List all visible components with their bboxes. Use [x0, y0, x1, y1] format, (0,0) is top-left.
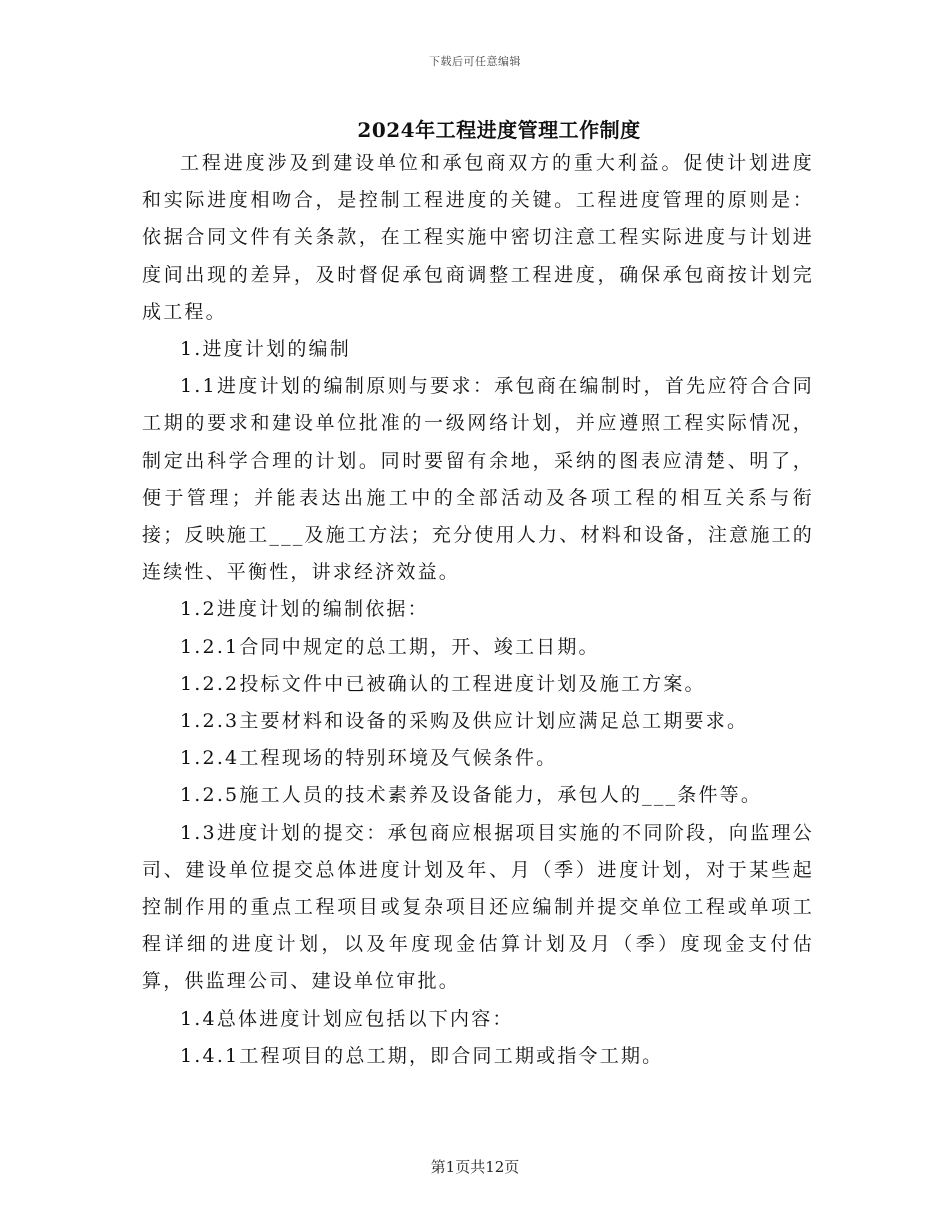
paragraph-1-1: 1.1进度计划的编制原则与要求：承包商在编制时，首先应符合合同工期的要求和建设单位批准的一级网络计划，并应遵照工程实际情况，制定出科学合理的计划。同时要留有余地，采纳的图表应清楚、明了，便于管理；并能表达出施工中的全部活动及各项工程的相互关系与衔接；反映施工___及施工方法；充分使用人力、材料和设备，注意施工的连续性、平衡性，讲求经济效益。: [142, 375, 814, 584]
heading-1: 1.进度计划的编制: [180, 338, 351, 361]
heading-1-4: 1.4总体进度计划应包括以下内容：: [180, 1007, 514, 1030]
page-header-note: 下载后可任意编辑: [429, 55, 521, 68]
paragraph-1-2-4: 1.2.4工程现场的特别环境及气候条件。: [180, 747, 558, 770]
paragraph-1-3: 1.3进度计划的提交：承包商应根据项目实施的不同阶段，向监理公司、建设单位提交总体进度计划及年、月（季）进度计划，对于某些起控制作用的重点工程项目或复杂项目还应编制并提交单位工程或单项工程详细的进度计划，以及年度现金估算计划及月（季）度现金支付估算，供监理公司、建设单位审批。: [142, 821, 814, 993]
paragraph-1-2-3: 1.2.3主要材料和设备的采购及供应计划应满足总工期要求。: [180, 710, 749, 733]
document-title: 2024年工程进度管理工作制度: [357, 118, 641, 142]
paragraph-1-4-1: 1.4.1工程项目的总工期，即合同工期或指令工期。: [180, 1044, 664, 1067]
document-body: [142, 145, 814, 1075]
paragraph-intro: 工程进度涉及到建设单位和承包商双方的重大利益。促使计划进度和实际进度相吻合，是控制工程进度的关键。工程进度管理的原则是：依据合同文件有关条款，在工程实施中密切注意工程实际进度与计划进度间出现的差异，及时督促承包商调整工程进度，确保承包商按计划完成工程。: [142, 152, 814, 323]
page-footer: 第1页共12页: [430, 1158, 520, 1176]
heading-1-2: 1.2进度计划的编制依据：: [180, 598, 429, 621]
paragraph-1-2-1: 1.2.1合同中规定的总工期，开、竣工日期。: [180, 635, 600, 658]
paragraph-1-2-2: 1.2.2投标文件中已被确认的工程进度计划及施工方案。: [180, 672, 706, 695]
paragraph-1-2-5: 1.2.5施工人员的技术素养及设备能力，承包人的___条件等。: [180, 784, 763, 807]
